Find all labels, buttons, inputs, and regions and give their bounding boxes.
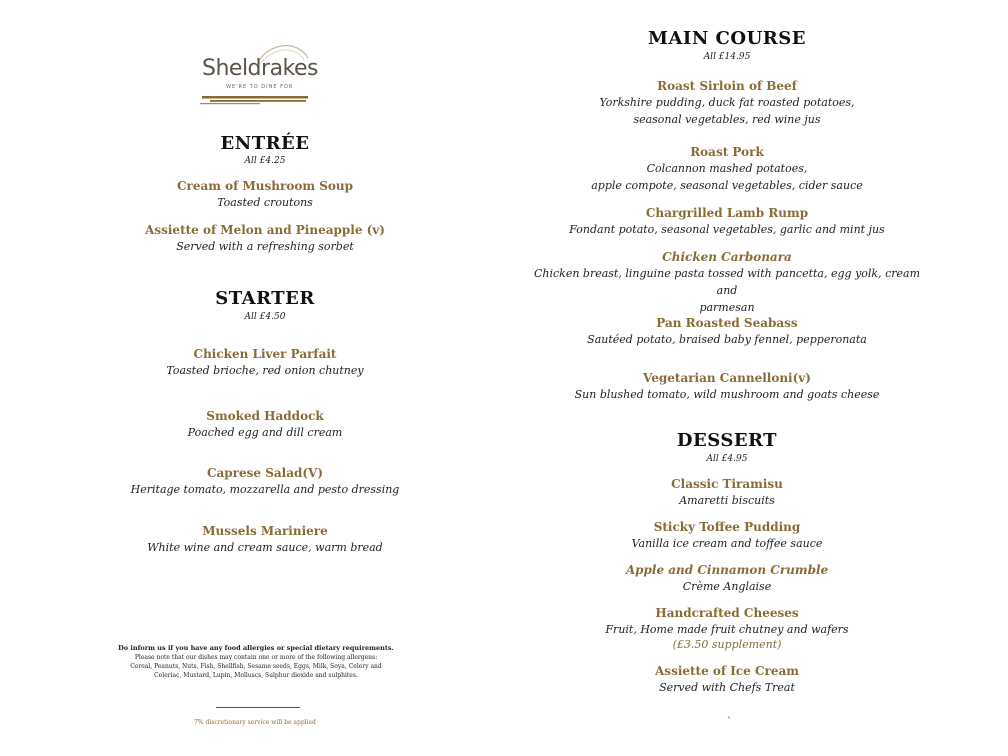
dish-name: Caprese Salad(V): [206, 466, 324, 480]
menu-item: [525, 371, 929, 403]
dish-name: Smoked Haddock: [206, 409, 324, 423]
menu-item: [525, 664, 929, 696]
allergy-notice: [96, 644, 416, 680]
service-charge-note: 7% discretionary service will be applied: [194, 719, 316, 726]
menu-item: [525, 563, 929, 595]
dish-name: Vegetarian Cannelloni(v): [643, 371, 811, 385]
dish-description: parmesan: [699, 301, 755, 314]
dish-description: apple compote, seasonal vegetables, cider sauce: [591, 179, 863, 192]
dish-name: Cream of Mushroom Soup: [177, 179, 353, 193]
main-course-price: All £14.95: [703, 52, 751, 62]
menu-item: [525, 520, 929, 552]
dessert-price: All £4.95: [706, 454, 748, 464]
dish-name: Chicken Carbonara: [662, 250, 792, 264]
dish-name: Handcrafted Cheeses: [655, 606, 799, 620]
dish-description: Fondant potato, seasonal vegetables, garlic and mint jus: [569, 223, 885, 236]
allergy-line: Do inform us if you have any food allergies or special dietary requirements.: [118, 644, 394, 652]
menu-item: [525, 206, 929, 238]
dish-description: Vanilla ice cream and toffee sauce: [631, 537, 823, 550]
dish-description: seasonal vegetables, red wine jus: [633, 113, 821, 126]
starter-title: STARTER: [215, 288, 315, 309]
dish-description: Crème Anglaise: [682, 580, 772, 593]
dish-name: Assiette of Melon and Pineapple (v): [145, 223, 385, 237]
menu-item: [110, 524, 420, 556]
dish-description: Served with a refreshing sorbet: [176, 240, 354, 253]
logo-brand-text: Sheldrakes: [202, 56, 318, 81]
dish-name: Roast Pork: [690, 145, 764, 159]
dish-name: Classic Tiramisu: [671, 477, 783, 491]
dish-description: Served with Chefs Treat: [659, 681, 795, 694]
stray-mark: `: [727, 717, 732, 728]
dish-description: Toasted brioche, red onion chutney: [166, 364, 364, 377]
allergy-line: Cereal, Peanuts, Nuts, Fish, Shellfish, Sesame seeds, Eggs, Milk, Soya, Celery and: [130, 663, 382, 670]
menu-item: [525, 316, 929, 348]
menu-item: [110, 466, 420, 498]
main-course-title: MAIN COURSE: [648, 28, 806, 49]
dish-name: Roast Sirloin of Beef: [657, 79, 797, 93]
dish-name: Apple and Cinnamon Crumble: [625, 563, 829, 577]
dish-description: Fruit, Home made fruit chutney and wafers: [605, 623, 849, 636]
entree-price: All £4.25: [244, 156, 286, 166]
menu-item: [110, 347, 420, 379]
logo-tagline: WE'RE TO DINE FOR: [226, 84, 294, 90]
dish-description: Chicken breast, linguine pasta tossed with pancetta, egg yolk, cream and: [533, 267, 921, 297]
dish-name: Mussels Mariniere: [202, 524, 328, 538]
menu-item: [110, 223, 420, 255]
dish-name: Chargrilled Lamb Rump: [645, 206, 809, 220]
menu-item: [110, 179, 420, 211]
menu-item: [525, 250, 929, 316]
entree-title: ENTRÉE: [220, 133, 310, 154]
allergy-line: Celeriac, Mustard, Lupin, Molluscs, Sulphur dioxide and sulphites.: [154, 672, 358, 679]
menu-item: [525, 477, 929, 509]
dessert-title: DESSERT: [676, 430, 778, 451]
menu-item: [525, 79, 929, 128]
dish-supplement: (£3.50 supplement): [672, 638, 782, 651]
menu-item: [525, 606, 929, 652]
dish-name: Chicken Liver Parfait: [193, 347, 337, 361]
sheldrakes-logo: [196, 40, 316, 110]
dish-name: Pan Roasted Seabass: [656, 316, 798, 330]
dish-name: Assiette of Ice Cream: [655, 664, 799, 678]
allergy-line: Please note that our dishes may contain one or more of the following allergens:: [134, 654, 378, 661]
dish-description: Amaretti biscuits: [679, 494, 775, 507]
menu-item: [110, 409, 420, 441]
dish-description: Sun blushed tomato, wild mushroom and goats cheese: [574, 388, 880, 401]
starter-price: All £4.50: [244, 312, 286, 322]
dish-description: Colcannon mashed potatoes,: [646, 162, 808, 175]
menu-item: [525, 145, 929, 194]
dish-description: Yorkshire pudding, duck fat roasted potatoes,: [599, 96, 855, 109]
dish-description: Sautéed potato, braised baby fennel, pepperonata: [587, 333, 867, 346]
dish-description: Heritage tomato, mozzarella and pesto dressing: [130, 483, 400, 496]
dish-description: Poached egg and dill cream: [187, 426, 343, 439]
dish-name: Sticky Toffee Pudding: [653, 520, 801, 534]
dish-description: Toasted croutons: [217, 196, 313, 209]
divider: [216, 707, 300, 708]
dish-description: White wine and cream sauce, warm bread: [147, 541, 383, 554]
